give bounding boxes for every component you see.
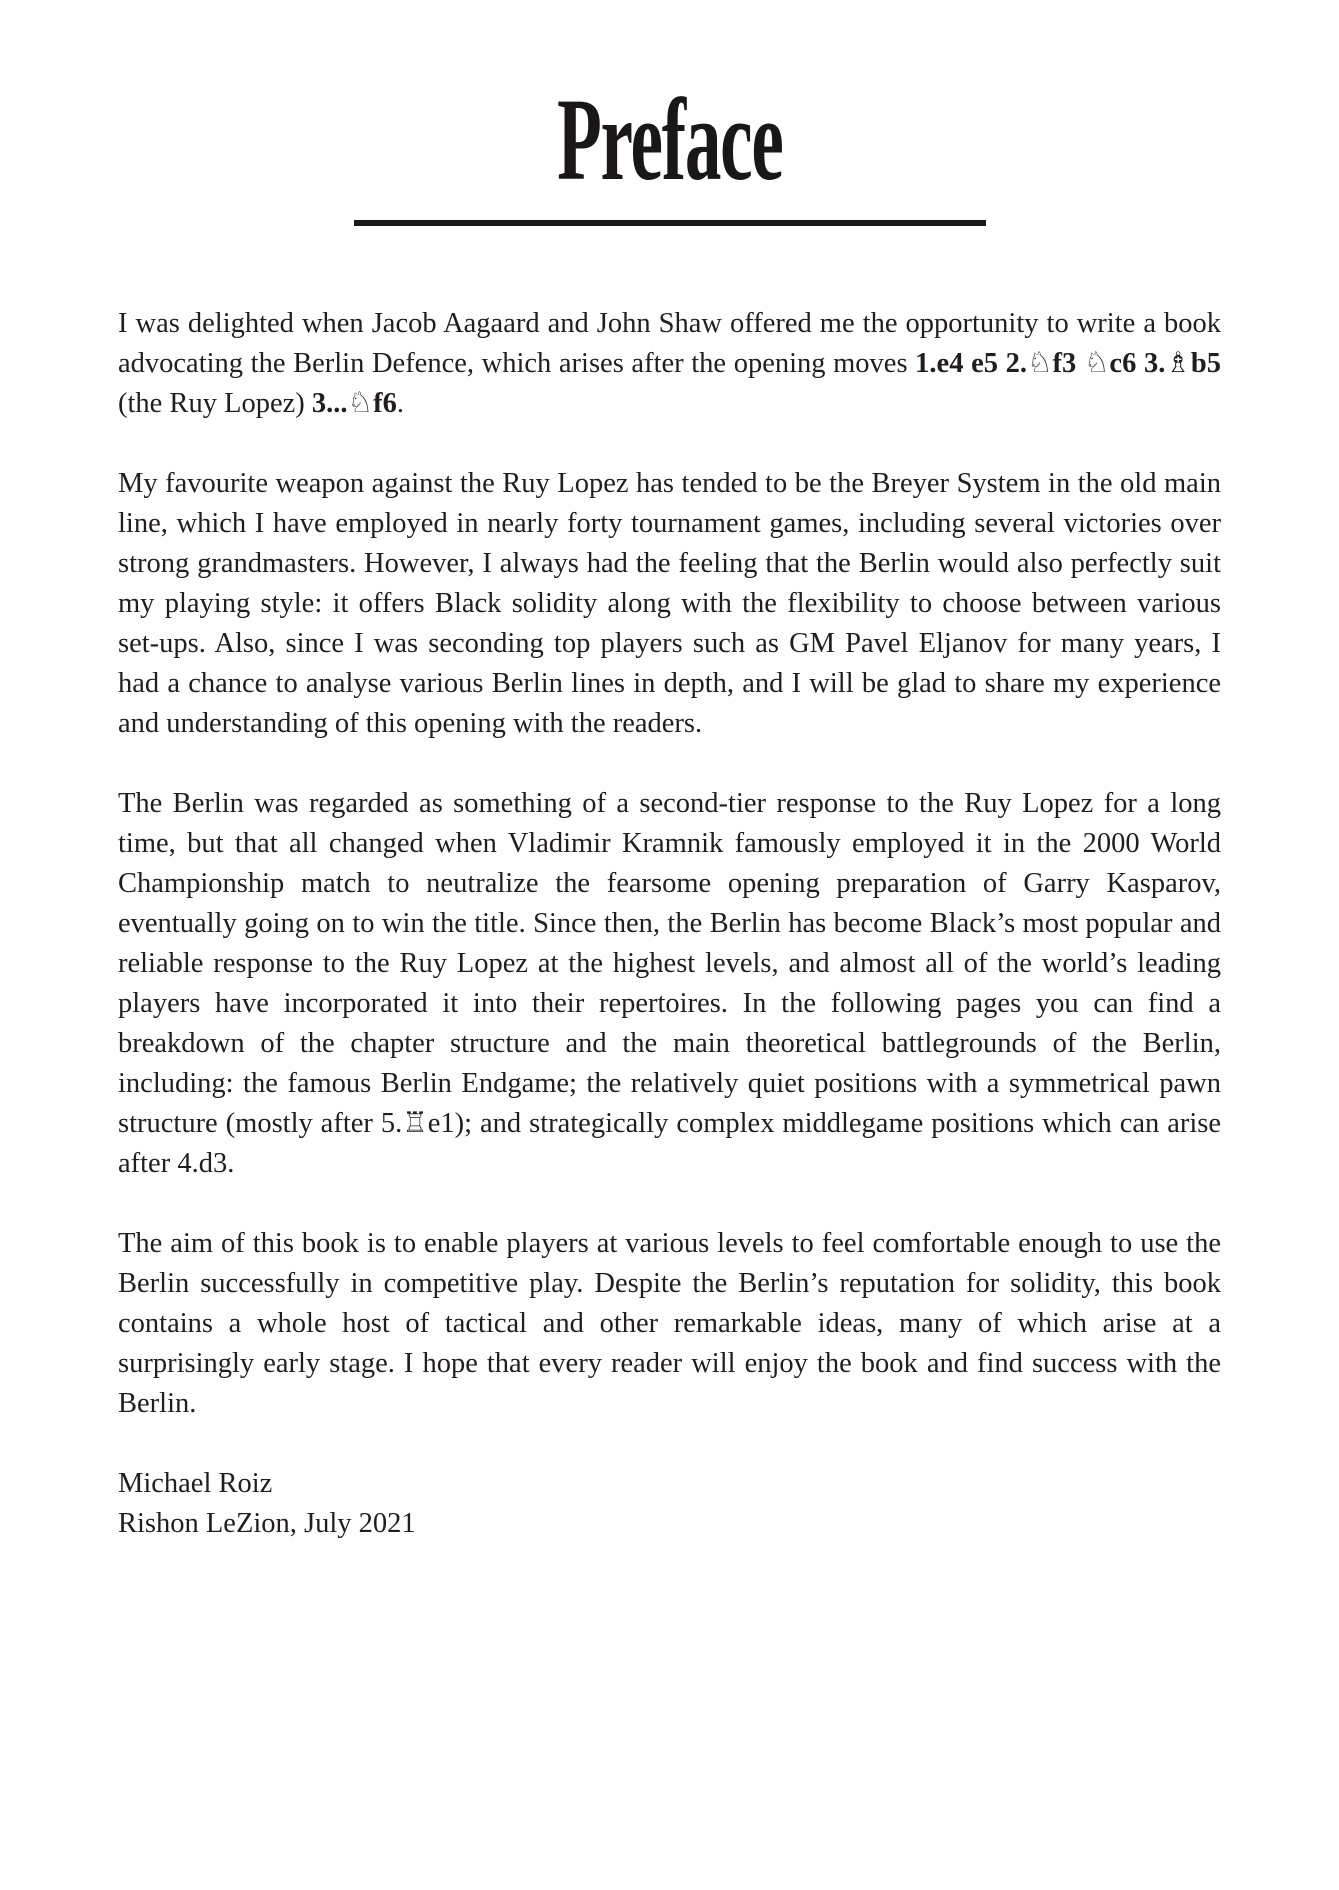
body-content bbox=[118, 304, 1221, 1544]
paragraph-intro bbox=[118, 304, 1221, 424]
signature-block bbox=[118, 1464, 1221, 1544]
signature-author: Michael Roiz bbox=[118, 1467, 273, 1499]
chess-moves-bold: 3...♘f6 bbox=[311, 387, 397, 419]
title-block bbox=[0, 0, 1339, 226]
paragraph-berlin-history bbox=[118, 784, 1221, 1184]
paragraph-favourite-weapon bbox=[118, 464, 1221, 744]
signature-place-date: Rishon LeZion, July 2021 bbox=[118, 1507, 416, 1539]
chess-moves-bold: 1.e4 e5 2.♘f3 ♘c6 3.♗b5 bbox=[915, 347, 1221, 379]
paragraph-text: My favourite weapon against the Ruy Lopez has tended to be the Breyer System in the old main line, which I have employed in nearly forty tournament games, including several victories over strong grandmasters. However, I always had the feeling that the Berlin would also perfectly suit my playing style: it offers Black solidity along with the flexibility to choose between various set-ups. Also, since I was seconding top players such as GM Pavel Eljanov for many years, I had a chance to analyse various Berlin lines in depth, and I will be glad to share my experience and understanding of this opening with the readers. bbox=[118, 467, 1221, 739]
page-title: Preface bbox=[556, 74, 783, 205]
paragraph-text: (the Ruy Lopez) bbox=[118, 387, 312, 419]
paragraph-aim bbox=[118, 1224, 1221, 1424]
paragraphs bbox=[118, 304, 1221, 1424]
paragraph-text: I was delighted when Jacob Aagaard and John Shaw offered me the opportunity to write a book advocating the Berlin Defence, which arises after the opening moves bbox=[118, 307, 1221, 379]
paragraph-text: The aim of this book is to enable players at various levels to feel comfortable enough to use the Berlin successfully in competitive play. Despite the Berlin’s reputation for solidity, this book contains a whole host of tactical and other remarkable ideas, many of which arise at a surprisingly early stage. I hope that every reader will enjoy the book and find success with the Berlin. bbox=[118, 1227, 1221, 1419]
paragraph-text: The Berlin was regarded as something of a second-tier response to the Ruy Lopez for a long time, but that all changed when Vladimir Kramnik famously employed it in the 2000 World Championship match to neutralize the fearsome opening preparation of Garry Kasparov, eventually going on to win the title. Since then, the Berlin has become Black’s most popular and reliable response to the Ruy Lopez at the highest levels, and almost all of the world’s leading players have incorporated it into their repertoires. In the following pages you can find a breakdown of the chapter structure and the main theoretical battlegrounds of the Berlin, including: the famous Berlin Endgame; the relatively quiet positions with a symmetrical pawn structure (mostly after 5.♖e1); and strategically complex middlegame positions which can arise after 4.d3. bbox=[118, 787, 1221, 1179]
paragraph-text: . bbox=[396, 387, 404, 419]
title-divider bbox=[354, 220, 986, 226]
